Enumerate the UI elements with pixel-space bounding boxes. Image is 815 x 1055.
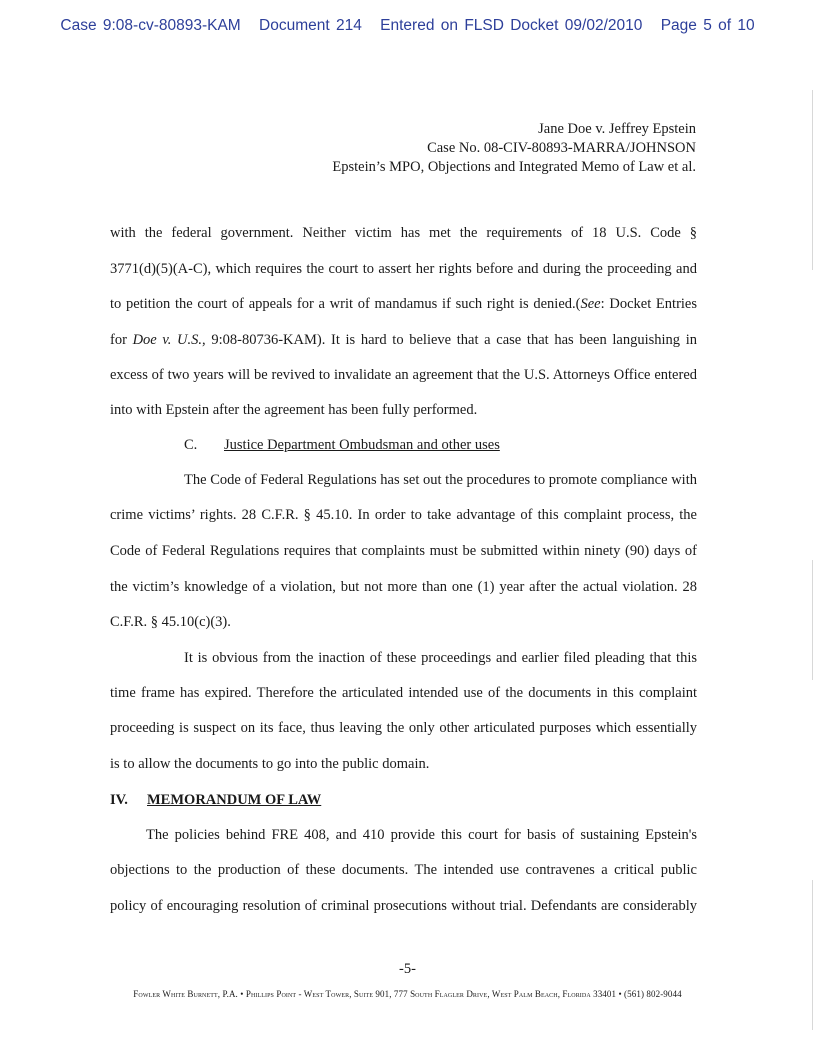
page-number: -5-: [399, 961, 416, 977]
case-name-citation: Doe v. U.S.: [132, 332, 203, 348]
paragraph-line: crime victims’ rights. 28 C.F.R. § 45.10. In order to take advantage of this complaint process, the: [110, 507, 697, 523]
caption-document-title: Epstein’s MPO, Objections and Integrated Memo of Law et al.: [332, 159, 696, 175]
paragraph-line: It is obvious from the inaction of these proceedings and earlier filed pleading that this: [184, 650, 697, 666]
paragraph-line: is to allow the documents to go into the public domain.: [110, 756, 430, 772]
section-label: C.: [184, 437, 198, 453]
scan-edge-mark: [812, 560, 813, 680]
paragraph-line: 3771(d)(5)(A-C), which requires the court to assert her rights before and during the proceeding and: [110, 261, 697, 277]
paragraph-line: into with Epstein after the agreement has been fully performed.: [110, 402, 478, 418]
text-run: : Docket Entries: [600, 296, 697, 312]
paragraph-line: time frame has expired. Therefore the articulated intended use of the documents in this complaint: [110, 685, 697, 701]
section-heading-c: [184, 435, 500, 455]
paragraph-line: policy of encouraging resolution of criminal prosecutions without trial. Defendants are considerably: [110, 898, 697, 914]
paragraph-line: C.F.R. § 45.10(c)(3).: [110, 614, 231, 630]
caption-case-number: Case No. 08-CIV-80893-MARRA/JOHNSON: [427, 140, 696, 156]
paragraph-line: [110, 330, 697, 350]
paragraph-line: Code of Federal Regulations requires that complaints must be submitted within ninety (90) days of: [110, 543, 697, 559]
text-run: for: [110, 332, 133, 348]
section-title: Justice Department Ombudsman and other uses: [224, 437, 500, 453]
paragraph-line: proceeding is suspect on its face, thus leaving the only other articulated purposes which essentially: [110, 720, 697, 736]
section-number: IV.: [110, 792, 128, 808]
caption-parties: Jane Doe v. Jeffrey Epstein: [538, 121, 696, 137]
law-firm-footer: Fowler White Burnett, P.A. • Phillips Point - West Tower, Suite 901, 777 South Flagler Drive, West Palm Beach, Florida 33401 • (561) 802-9044: [133, 989, 682, 999]
docket-case-number: Case 9:08-cv-80893-KAM: [60, 17, 241, 34]
docket-stamp-header: [0, 17, 815, 35]
text-run: to petition the court of appeals for a writ of mandamus if such right is denied.(: [110, 296, 581, 312]
signal-citation: See: [580, 296, 601, 312]
paragraph-line: the victim’s knowledge of a violation, but not more than one (1) year after the actual violation. 28: [110, 579, 697, 595]
paragraph-line: The policies behind FRE 408, and 410 provide this court for basis of sustaining Epstein's: [146, 827, 697, 843]
docket-document-number: Document 214: [259, 17, 362, 34]
docket-page-count: Page 5 of 10: [660, 17, 755, 34]
section-heading-iv: [110, 790, 321, 810]
paragraph-line: with the federal government. Neither victim has met the requirements of 18 U.S. Code §: [110, 225, 697, 241]
section-title: MEMORANDUM OF LAW: [147, 792, 322, 808]
case-caption: [332, 120, 696, 177]
paragraph-line: [110, 294, 697, 314]
scan-edge-mark: [812, 880, 813, 1030]
scan-edge-mark: [812, 90, 813, 270]
docket-entered-date: Entered on FLSD Docket 09/02/2010: [380, 17, 643, 34]
paragraph-line: The Code of Federal Regulations has set out the procedures to promote compliance with: [184, 472, 697, 488]
paragraph-line: excess of two years will be revived to invalidate an agreement that the U.S. Attorneys Office entered: [110, 367, 697, 383]
paragraph-line: objections to the production of these documents. The intended use contravenes a critical public: [110, 862, 697, 878]
text-run: , 9:08-80736-KAM). It is hard to believe that a case that has been languishing in: [202, 332, 697, 348]
